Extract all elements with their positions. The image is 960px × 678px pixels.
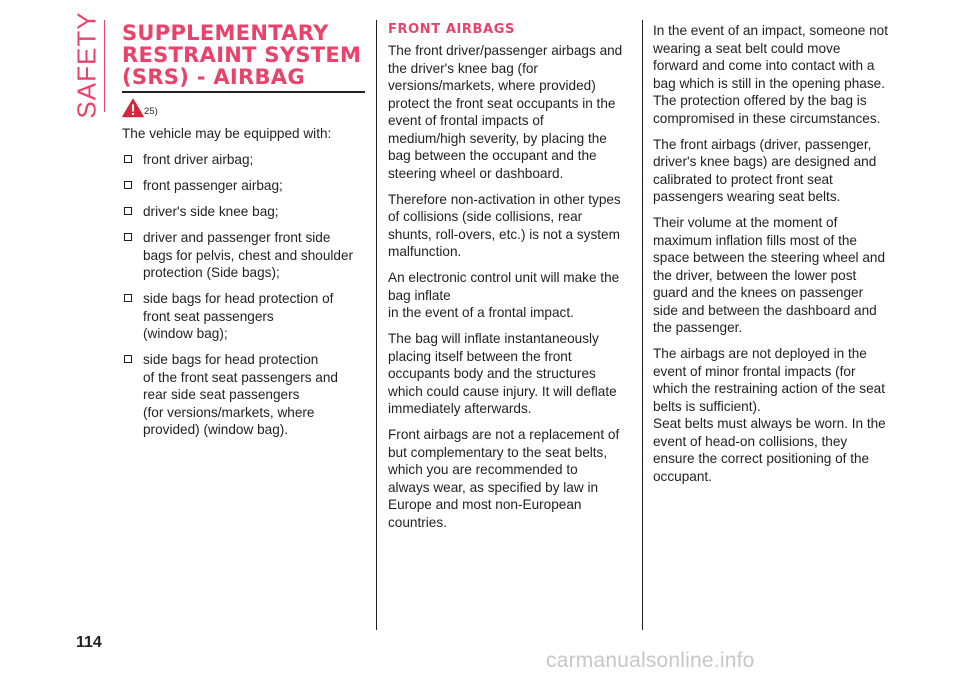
paragraph: The bag will inflate instantaneously placing itself between the front occupants body and the structures which could cause injury. It will deflate immediately afterwards. [388, 331, 617, 416]
paragraph: In the event of an impact, someone not wearing a seat belt could move forward and come into contact with a bag which is still in the opening phase. The protection offered by the bag is compromised in these circumstances. [653, 23, 889, 126]
warning-reference [122, 98, 367, 120]
column-divider-1 [376, 20, 377, 630]
page-title-line-3: (SRS) - AIRBAG [122, 65, 305, 89]
column-2 [388, 22, 633, 540]
paragraph: Their volume at the moment of maximum inflation fills most of the space between the steering wheel and the driver, between the lower post guard and the knees on passenger side and between the dashboard and the passenger. [653, 215, 886, 335]
column-1 [122, 22, 367, 447]
section-tab-label: SAFETY [71, 11, 102, 119]
section-tab [70, 11, 104, 119]
list-item: driver's side knee bag; [122, 203, 367, 221]
list-item: front driver airbag; [122, 151, 367, 169]
page-title-line-2: RESTRAINT SYSTEM [122, 43, 362, 67]
checkbox-square-icon [124, 207, 132, 215]
intro-text: The vehicle may be equipped with: [122, 126, 332, 141]
list-item: side bags for head protection of the front seat passengers and rear side seat passengers (for versions/markets, where provided) (window bag). [122, 351, 367, 439]
paragraph: Front airbags are not a replacement of but complementary to the seat belts, which you are recommended to always wear, as specified by law in Europe and most non-European countries. [388, 427, 620, 530]
paragraph: The front airbags (driver, passenger, driver's knee bags) are designed and calibrated to protect front seat passengers wearing seat belts. [653, 136, 877, 204]
page-title-line-1: SUPPLEMENTARY [122, 21, 329, 45]
checkbox-square-icon [124, 155, 132, 163]
paragraph: An electronic control unit will make the bag inflate in the event of a frontal impact. [388, 270, 620, 320]
page-title [122, 22, 367, 88]
section-tab-rule [104, 20, 105, 112]
warning-triangle-icon [122, 98, 144, 118]
checkbox-square-icon [124, 181, 132, 189]
paragraph: Therefore non-activation in other types of collisions (side collisions, rear shunts, roll-overs, etc.) is not a system malfunction. [388, 191, 621, 259]
paragraph: The airbags are not deployed in the event of minor frontal impacts (for which the restraining action of the seat belts is sufficient). Seat belts must always be worn. In the event of head-on collisions, they ensure the correct positioning of the occupant. [653, 346, 886, 484]
title-underline [122, 91, 365, 93]
checkbox-square-icon [124, 355, 132, 363]
warning-reference-number: 25) [144, 106, 158, 117]
paragraph: The front driver/passenger airbags and the driver's knee bag (for versions/markets, where provided) protect the front seat occupants in the event of frontal impacts of medium/high severity, by placing the bag between the occupant and the steering wheel or dashboard. [388, 43, 623, 181]
list-item: front passenger airbag; [122, 177, 367, 195]
page-number: 114 [76, 634, 102, 651]
list-item: driver and passenger front side bags for pelvis, chest and shoulder protection (Side bags); [122, 229, 367, 282]
section-heading-front-airbags: FRONT AIRBAGS [388, 22, 515, 37]
checkbox-square-icon [124, 233, 132, 241]
watermark: carmanualsonline.info [546, 649, 755, 672]
list-item: side bags for head protection of front seat passengers (window bag); [122, 290, 367, 343]
checkbox-square-icon [124, 294, 132, 302]
column-divider-2 [642, 20, 643, 630]
equipment-list [122, 151, 367, 439]
column-3 [653, 22, 903, 494]
